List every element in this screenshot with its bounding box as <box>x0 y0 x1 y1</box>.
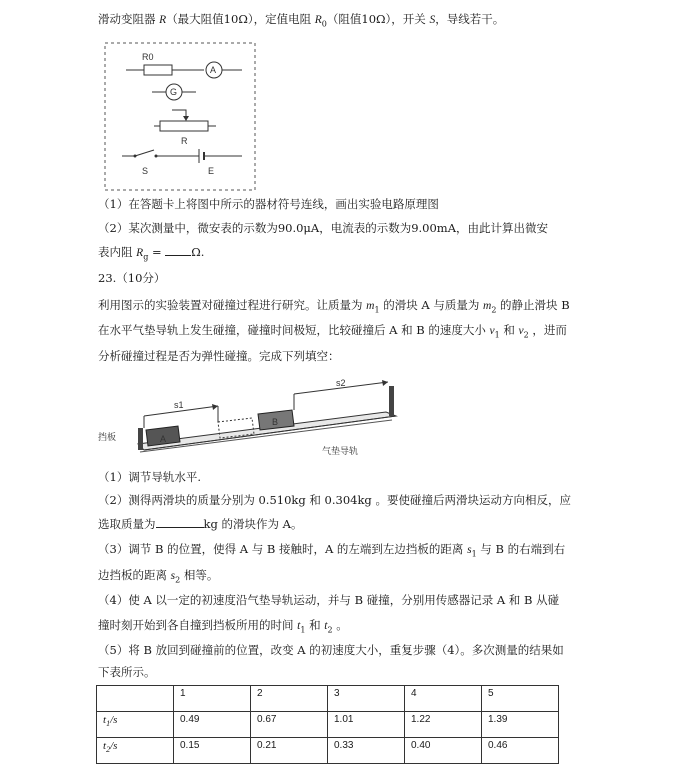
table-header-cell <box>97 686 174 712</box>
row-label-t1: $t_1/s$ <box>97 712 174 738</box>
question-2-line-2: 表内阻 $R_g = \Omega$. <box>98 245 205 262</box>
s2-label: s2 <box>336 378 346 388</box>
step-4-line-1: （4）使 A 以一定的初速度沿气垫导轨运动，并与 B 碰撞，分别用传感器记录 A 和 B 从碰 <box>98 593 560 607</box>
table-row <box>97 712 559 738</box>
table-row <box>97 738 559 764</box>
air-track-label: 气垫导轨 <box>322 446 359 456</box>
block-b-label: B <box>272 417 279 427</box>
step-5-line-2: 下表所示。 <box>98 665 156 679</box>
question-1: （1）在答题卡上将图中所示的器材符号连线，画出实验电路原理图 <box>98 197 439 211</box>
table-header-cell: 5 <box>482 686 559 712</box>
r0-label: R0 <box>142 52 154 62</box>
problem-intro-3: 分析碰撞过程是否为弹性碰撞。完成下列填空： <box>98 349 340 363</box>
baffle-label: 挡板 <box>98 432 117 442</box>
galvanometer-label: G <box>170 87 178 97</box>
table-header-cell: 2 <box>251 686 328 712</box>
step-2-line-1: （2）测得两滑块的质量分别为 0.510kg 和 0.304kg 。要使碰撞后两滑块运动方向相反，应 <box>98 493 571 507</box>
switch-label: S <box>142 166 149 176</box>
question-2-line-1: （2）某次测量中，微安表的示数为90.0μA，电流表的示数为9.00mA，由此计算出微安 <box>98 221 549 235</box>
rheostat-label: R <box>181 136 188 146</box>
block-a-label: A <box>160 434 167 444</box>
problem-number: 23.（10分） <box>98 271 166 285</box>
table-cell: 1.22 <box>405 712 482 738</box>
table-cell: 0.67 <box>251 712 328 738</box>
air-track-apparatus-figure <box>96 372 416 467</box>
step-2-line-2: 选取质量为 kg 的滑块作为 A。 <box>98 517 303 531</box>
s1-label: s1 <box>174 400 184 410</box>
answer-blank[interactable] <box>165 244 191 256</box>
ammeter-label: A <box>210 65 217 75</box>
table-cell: 0.46 <box>482 738 559 764</box>
row-label-t2: $t_2/s$ <box>97 738 174 764</box>
table-header-row <box>97 686 559 712</box>
table-cell: 1.39 <box>482 712 559 738</box>
timing-data-table <box>96 685 559 764</box>
problem-intro-1: 利用图示的实验装置对碰撞过程进行研究。让质量为 $m_1$ 的滑块 A 与质量为 $m_2$ 的静止滑块 B <box>98 298 570 315</box>
component-list-line: 滑动变阻器 R（最大阻值10Ω），定值电阻 $R_0$（阻值10Ω），开关 S，导线若干。 <box>98 12 505 29</box>
step-1: （1）调节导轨水平. <box>98 470 201 484</box>
mass-answer-blank[interactable] <box>156 516 204 528</box>
table-cell: 0.49 <box>174 712 251 738</box>
circuit-components-figure <box>104 42 256 192</box>
step-5-line-1: （5）将 B 放回到碰撞前的位置，改变 A 的初速度大小，重复步骤（4）。多次测量的结果如 <box>98 643 564 657</box>
step-3-line-2: 边挡板的距离 $s_2$ 相等。 <box>98 568 219 585</box>
table-cell: 1.01 <box>328 712 405 738</box>
table-cell: 0.21 <box>251 738 328 764</box>
table-header-cell: 1 <box>174 686 251 712</box>
step-4-line-2: 撞时刻开始到各自撞到挡板所用的时间 $t_1$ 和 $t_2$ 。 <box>98 618 348 635</box>
table-header-cell: 3 <box>328 686 405 712</box>
step-3-line-1: （3）调节 B 的位置，使得 A 与 B 接触时，A 的左端到左边挡板的距离 $s_1$ 与 B 的右端到右 <box>98 542 566 559</box>
table-cell: 0.40 <box>405 738 482 764</box>
table-header-cell: 4 <box>405 686 482 712</box>
battery-label: E <box>208 166 215 176</box>
table-cell: 0.15 <box>174 738 251 764</box>
table-cell: 0.33 <box>328 738 405 764</box>
problem-intro-2: 在水平气垫导轨上发生碰撞，碰撞时间极短，比较碰撞后 A 和 B 的速度大小 $v_1$ 和 $v_2$ ，进而 <box>98 323 567 340</box>
